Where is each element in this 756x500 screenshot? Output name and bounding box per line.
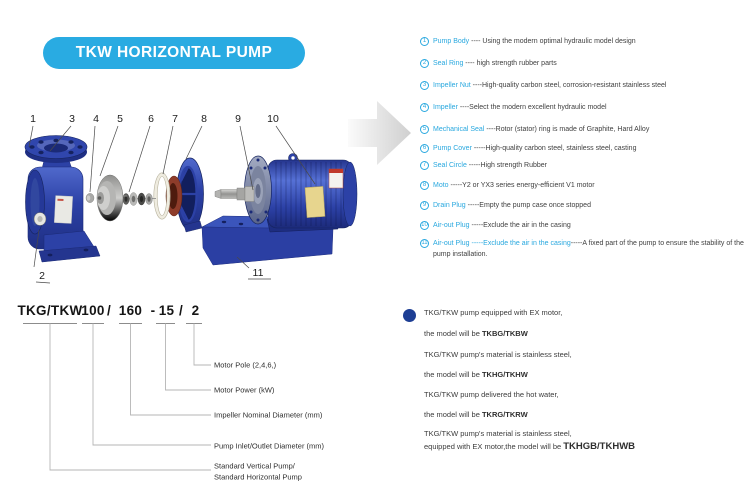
part-number-6: 6 (148, 113, 154, 125)
note-line: the model will be TKRG/TKRW (424, 410, 528, 419)
circled-number: 7 (420, 161, 429, 170)
note-line: the model will be TKBG/TKBW (424, 329, 528, 338)
model-segment: / (178, 303, 184, 318)
title-banner (43, 37, 305, 69)
nomenclature-label: Pump Inlet/Outlet Diameter (mm) (214, 441, 325, 451)
note-line: equipped with EX motor,the model will be TKHGB/TKHWB (424, 441, 636, 452)
bullet-circle (403, 309, 416, 322)
nomenclature-label: Motor Power (kW) (214, 385, 275, 395)
model-code: TKHGB/TKHWB (563, 441, 636, 452)
circled-number: 8 (420, 181, 429, 190)
circled-number: 1 (420, 37, 429, 46)
circled-number: 3 (420, 81, 429, 90)
list-item: 1 Pump Body ---- Using the modern optimal hydraulic model design (420, 37, 754, 48)
connector-lines (50, 324, 211, 471)
model-code: TKHG/TKHW (481, 370, 528, 379)
model-segment: 100 (81, 303, 105, 318)
note-line: TKG/TKW pump's material is stainless steel, (424, 350, 572, 359)
model-segment: 15 (158, 303, 175, 318)
list-item: 5 Mechanical Seal ----Rotor (stator) ring is made of Graphite, Hard Alloy (420, 125, 754, 136)
model-segment: 160 (118, 303, 143, 318)
circled-number: 9 (420, 201, 429, 210)
pump-cover (166, 158, 204, 232)
list-item: 8 Moto -----Y2 or YX3 series energy-efficient V1 motor (420, 181, 754, 192)
circled-number: 2 (420, 59, 429, 68)
model-code: TKRG/TKRW (481, 410, 528, 419)
shaft (215, 187, 254, 202)
drain-plug (34, 213, 46, 226)
impeller-nut (86, 193, 94, 202)
part-number-2: 2 (39, 270, 45, 282)
nomenclature-label: Standard Horizontal Pump (214, 472, 302, 482)
part-number-1: 1 (30, 113, 36, 125)
nomenclature-label: Motor Pole (2,4,6,) (214, 360, 277, 370)
model-segment: / (106, 303, 112, 318)
model-segment: TKG/TKW (17, 303, 83, 318)
part-number-9: 9 (235, 113, 241, 125)
part-number-5: 5 (117, 113, 123, 125)
note-line: TKG/TKW pump delivered the hot water, (424, 390, 559, 399)
note-line: TKG/TKW pump's material is stainless steel, (424, 429, 572, 438)
part-number-3: 3 (69, 113, 75, 125)
list-item: 6 Pump Cover -----High-quality carbon steel, stainless steel, casting (420, 144, 754, 155)
mechanical-seal (120, 193, 156, 206)
model-segment: 2 (191, 303, 200, 318)
model-segment: - (150, 303, 156, 318)
list-item: 7 Seal Circle -----High strength Rubber (420, 161, 754, 172)
list-item: 11 Air-out Plug -----Exclude the air in the casing-----A fixed part of the pump to ensure the stability of the pump installation. (421, 239, 744, 258)
right-arrow-icon (348, 101, 411, 165)
circled-number: 10 (421, 221, 428, 228)
part-number-8: 8 (201, 113, 207, 125)
circled-number: 11 (421, 239, 428, 246)
exploded-pump-diagram (8, 95, 438, 295)
seal-circle (154, 173, 170, 219)
list-item: 3 Impeller Nut ----High-quality carbon steel, corrosion-resistant stainless steel (420, 81, 754, 92)
list-item: 9 Drain Plug -----Empty the pump case once stopped (420, 201, 754, 212)
page-title: TKW HORIZONTAL PUMP (75, 44, 273, 61)
note-line: the model will be TKHG/TKHW (424, 370, 528, 379)
motor-nameplate (305, 186, 325, 217)
nomenclature-label: Impeller Nominal Diameter (mm) (214, 410, 323, 420)
circled-number: 5 (420, 125, 429, 134)
list-item: 10 Air-out Plug -----Exclude the air in the casing (421, 221, 571, 229)
list-item: 4 Impeller ----Select the modern excellent hydraulic model (420, 103, 754, 114)
model-code: TKBG/TKBW (481, 329, 528, 338)
motor (245, 154, 358, 229)
impeller (97, 175, 127, 221)
circled-number: 4 (420, 103, 429, 112)
model-nomenclature (15, 298, 360, 495)
part-number-4: 4 (93, 113, 99, 125)
part-number-7: 7 (172, 113, 178, 125)
note-line: TKG/TKW pump equipped with EX motor, (424, 308, 563, 317)
part-number-11: 11 (252, 267, 264, 279)
list-item: 2 Seal Ring ---- high strength rubber parts (420, 59, 754, 70)
circled-number: 6 (420, 144, 429, 153)
nomenclature-label: Standard Vertical Pump/ (214, 461, 295, 471)
part-number-10: 10 (267, 113, 279, 125)
